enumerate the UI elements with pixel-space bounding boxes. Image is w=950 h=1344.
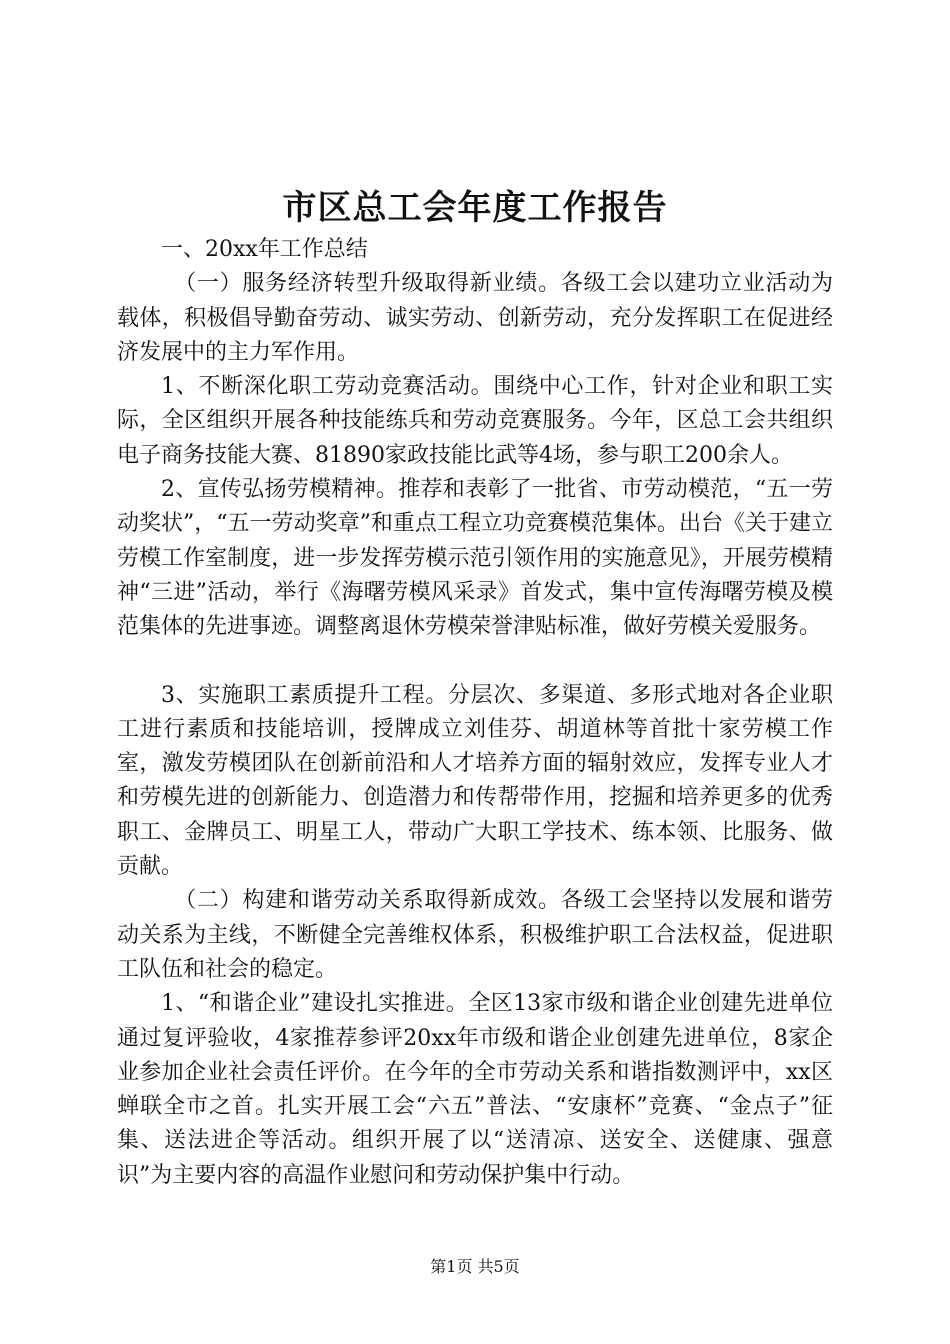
document-title: 市区总工会年度工作报告 — [282, 188, 668, 228]
paragraph: 1、“和谐企业”建设扎实推进。全区13家市级和谐企业创建先进单位通过复评验收，4家推荐参评20xx年市级和谐企业创建先进单位，8家企业参加企业社会责任评价。在今年的全市劳动关系和谐指数测评中，xx区蝉联全市之首。扎实开展工会“六五”普法、“安康杯”竞赛、“金点子”征集、送法进企等活动。组织开展了以“送清凉、送安全、送健康、强意识”为主要内容的高温作业慰问和劳动保护集中行动。 — [117, 991, 833, 1188]
page-footer: 第1页 共5页 — [430, 1257, 520, 1276]
section-heading: 一、20xx年工作总结 — [161, 237, 368, 262]
paragraph: 2、宣传弘扬劳模精神。推荐和表彰了一批省、市劳动模范，“五一劳动奖状”，“五一劳动奖章”和重点工程立功竞赛模范集体。出台《关于建立劳模工作室制度，进一步发挥劳模示范引领作用的实施意见》，开展劳模精神“三进”活动，举行《海曙劳模风采录》首发式，集中宣传海曙劳模及模范集体的先进事迹。调整离退休劳模荣誉津贴标准，做好劳模关爱服务。 — [117, 477, 833, 640]
paragraph: （一）服务经济转型升级取得新业绩。各级工会以建功立业活动为载体，积极倡导勤奋劳动、诚实劳动、创新劳动，充分发挥职工在促进经济发展中的主力军作用。 — [117, 271, 833, 365]
paragraph: （二）构建和谐劳动关系取得新成效。各级工会坚持以发展和谐劳动关系为主线，不断健全完善维权体系，积极维护职工合法权益，促进职工队伍和社会的稳定。 — [117, 888, 833, 982]
document-body — [117, 233, 833, 1193]
paragraph: 1、不断深化职工劳动竞赛活动。围绕中心工作，针对企业和职工实际，全区组织开展各种技能练兵和劳动竞赛服务。今年，区总工会共组织电子商务技能大赛、81890家政技能比武等4场，参与职工200余人。 — [117, 374, 833, 468]
paragraph: 3、实施职工素质提升工程。分层次、多渠道、多形式地对各企业职工进行素质和技能培训，授牌成立刘佳芬、胡道林等首批十家劳模工作室，激发劳模团队在创新前沿和人才培养方面的辐射效应，发挥专业人才和劳模先进的创新能力、创造潜力和传帮带作用，挖掘和培养更多的优秀职工、金牌员工、明星工人，带动广大职工学技术、练本领、比服务、做贡献。 — [117, 682, 833, 880]
